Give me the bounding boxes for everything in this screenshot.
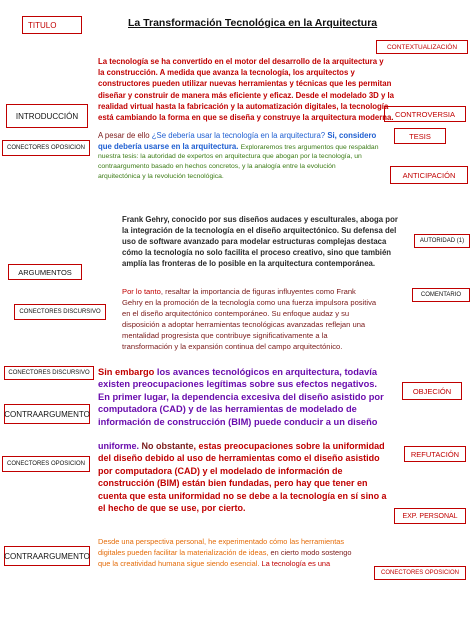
- authority-line: la integración de la tecnología en el diseño arquitectónico. Su defensa del: [122, 226, 397, 235]
- paragraph-anticipation: [98, 152, 362, 183]
- authority-line: uso de software avanzado para modelar estructuras complejas destaca: [122, 237, 387, 246]
- anticipation-line: arquitectónica y la revolución tecnológica.: [98, 173, 224, 181]
- thesis-question: ¿Se debería usar la tecnología en la arquitectura?: [151, 131, 326, 140]
- label-autoridad: AUTORIDAD (1): [414, 234, 470, 248]
- thesis-answer-end: que debería usarse en la arquitectura.: [98, 142, 239, 151]
- label-contraargumento-2: CONTRAARGUMENTO: [4, 546, 90, 566]
- paragraph-personal: [98, 536, 352, 569]
- label-conectores-oposicion-1: CONECTORES OPOSICION: [2, 140, 90, 156]
- refutation-line: , estas preocupaciones sobre la uniformidad: [193, 441, 385, 451]
- authority-line: amplía las fronteras de lo posible en la arquitectura contemporánea.: [122, 259, 376, 268]
- personal-line: Desde una perspectiva personal, he experimentado cómo las herramientas: [98, 537, 345, 546]
- authority-line: cómo la tecnología no solo facilita el proceso creativo, sino que también: [122, 248, 392, 257]
- intro-line: la construcción. A medida que avanza la tecnología, los arquitectos y: [98, 68, 355, 78]
- comment-line: Gehry en la promoción de la tecnología como una fuerza impulsora positiva: [122, 298, 377, 307]
- label-comentario: COMENTARIO: [412, 288, 470, 302]
- label-introduccion: INTRODUCCIÓN: [6, 104, 88, 128]
- refutation-line: el hecho de que se use, por cierto.: [98, 503, 246, 514]
- objection-line: los avances tecnológicos en arquitectura, todavía: [154, 367, 377, 377]
- label-tesis: TESIS: [394, 128, 446, 144]
- comment-line: mentalidad progresista que contribuye significativamente a la: [122, 331, 328, 340]
- comment-line: en el diseño arquitectónico contemporáneo. Su enfoque audaz y su: [122, 309, 350, 318]
- label-refutacion: REFUTACIÓN: [404, 446, 466, 462]
- label-titulo: TITULO: [22, 16, 82, 34]
- anticipation-start: Exploraremos tres argumentos que respaldan: [240, 144, 379, 151]
- authority-line: Frank Gehry, conocido por sus diseños audaces y esculturales, aboga por: [122, 215, 398, 224]
- objection-line-3: primer lugar, la dependencia excesiva del diseño asistido por: [109, 391, 384, 402]
- refutation-line: por computadora (CAD) y el modelado de información de: [98, 465, 343, 476]
- thesis-answer-start: Si, considero: [327, 131, 377, 140]
- label-contextualizacion: CONTEXTUALIZACIÓN: [376, 40, 468, 54]
- paragraph-authority: [122, 214, 398, 269]
- anticipation-line: contraargumento basado en hechos concretos, y la analogía entre la evolución: [98, 163, 336, 171]
- objection-line: información de construcción (BIM) puede conducir a un diseño: [98, 416, 378, 427]
- comment-connector: Por lo tanto: [122, 287, 161, 296]
- refutation-line: del diseño debido al uso de herramientas como el diseño asistido: [98, 453, 380, 464]
- intro-line: diseñar y construir de manera más eficiente y eficaz. Desde el modelado 3D y la: [98, 90, 394, 100]
- label-conectores-discursivo-1: CONECTORES DISCURSIVO: [14, 304, 106, 320]
- personal-line-end: La tecnología es una: [259, 559, 331, 568]
- intro-line: La tecnología se ha convertido en el motor del desarrollo de la arquitectura y: [98, 57, 384, 66]
- objection-line: existen preocupaciones legítimas sobre sus efectos negativos.: [98, 379, 378, 390]
- objection-connector: Sin embargo: [98, 367, 155, 377]
- intro-line: realidad virtual hasta la fabricación y la automatización digitales, la tecnología: [98, 101, 389, 111]
- objection-line: computadora (CAD) y de las herramientas de modelado de: [98, 404, 357, 415]
- intro-line: constructores pueden utilizar nuevas herramientas y técnicas que les permitan: [98, 79, 392, 89]
- paragraph-comment: [122, 286, 376, 352]
- document-title: La Transformación Tecnológica en la Arquitectura: [128, 17, 378, 29]
- label-conectores-discursivo-2: CONECTORES DISCURSIVO: [4, 366, 94, 380]
- label-argumentos: ARGUMENTOS: [8, 264, 82, 280]
- paragraph-objection: [98, 366, 384, 428]
- personal-line: digitales pueden facilitar la materialización de ideas,: [98, 548, 269, 557]
- comment-line: transformación y la expansión continua del campo arquitectónico.: [122, 342, 343, 351]
- personal-connector: en cierto modo sostengo: [268, 548, 352, 557]
- refutation-connector: No obstante: [141, 441, 194, 451]
- label-conectores-oposicion-2: CONECTORES OPOSICION: [2, 456, 90, 472]
- label-contraargumento-1: CONTRAARGUMENTO: [4, 404, 90, 424]
- intro-line: está cambiando la forma en que se diseña y construye la arquitectura moderna.: [98, 113, 394, 123]
- objection-line-6: uniforme.: [98, 441, 140, 451]
- comment-line: disposición a adoptar herramientas tecnológicas avanzadas reflejan una: [122, 320, 366, 329]
- anticipation-line: nuestra tesis: la autoridad de expertos en arquitectura que abogan por la tecnología, un: [98, 153, 362, 160]
- personal-line: que la creatividad humana sigue siendo esencial.: [98, 559, 260, 568]
- comment-line: , resaltar la importancia de figuras influyentes como Frank: [160, 287, 356, 296]
- refutation-line: cuenta que esta uniformidad no se debe a la tecnología en sí sino a: [98, 490, 387, 501]
- paragraph-thesis: [98, 130, 378, 153]
- label-exp-personal: EXP. PERSONAL: [394, 508, 466, 524]
- paragraph-refutation: [98, 440, 387, 514]
- label-anticipacion: ANTICIPACIÓN: [390, 166, 468, 184]
- paragraph-introduction: [98, 56, 408, 123]
- thesis-connector: A pesar de ello: [98, 131, 150, 140]
- refutation-line: construcción (BIM) están bien fundadas, pero hay que tener en: [98, 478, 368, 489]
- label-objecion: OBJECIÓN: [402, 382, 462, 400]
- label-conectores-oposicion-3: CONECTORES OPOSICION: [374, 566, 466, 580]
- objection-line: En: [98, 391, 110, 402]
- label-controversia: CONTROVERSIA: [384, 106, 466, 122]
